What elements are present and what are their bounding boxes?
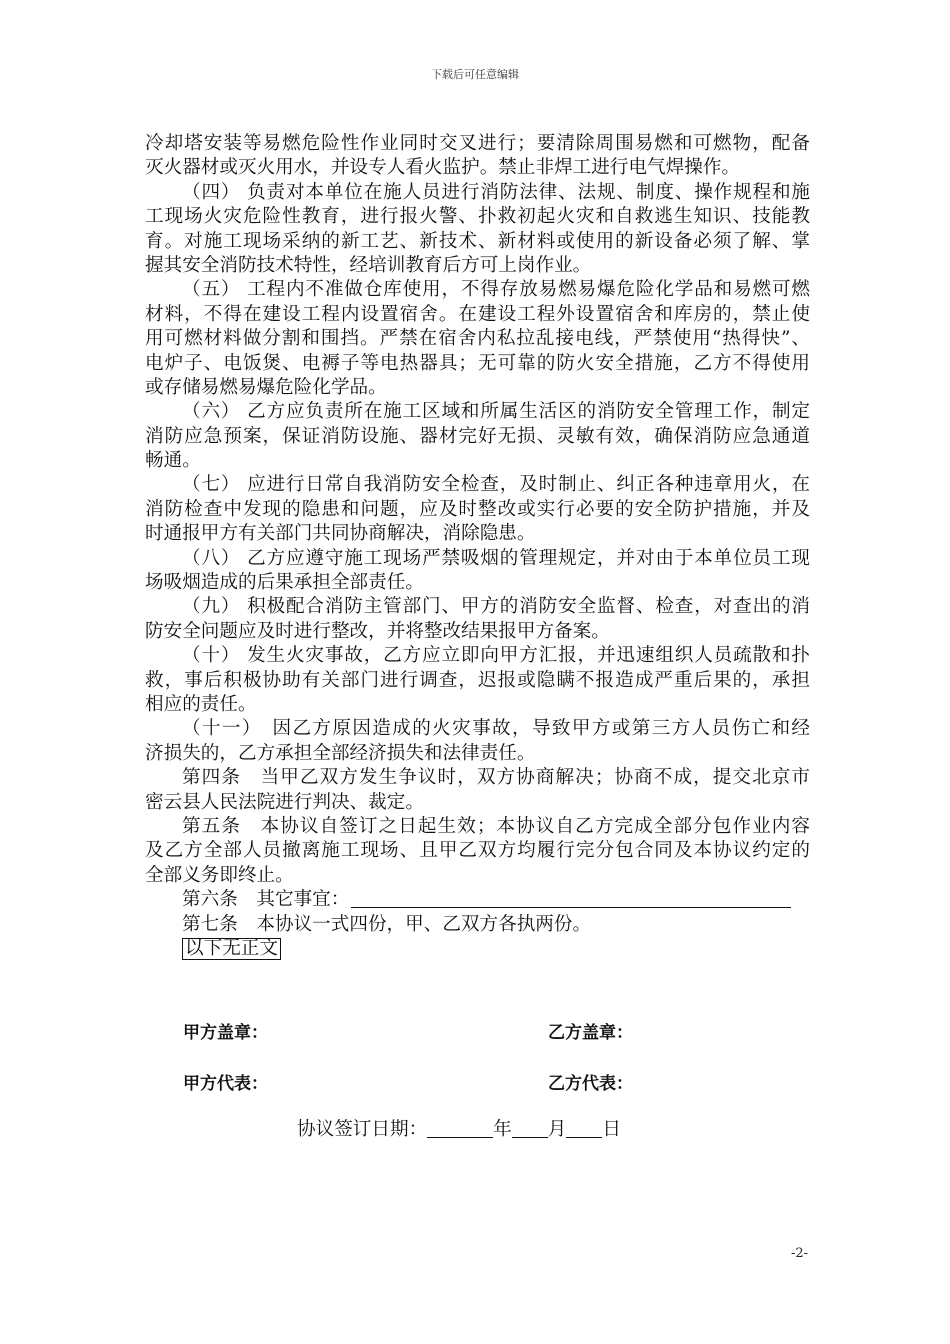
signing-date-label: 协议签订日期： [297, 1119, 428, 1140]
text-line: 材料，不得在建设工程内设置宿舍。在建设工程外设置宿舍和库房的，禁止使 [145, 303, 810, 325]
end-of-text-box: 以下无正文 [182, 938, 281, 960]
text-line: 育。对施工现场采纳的新工艺、新技术、新材料或使用的新设备必须了解、掌 [145, 230, 810, 252]
text-line: （四） 负责对本单位在施人员进行消防法律、法规、制度、操作规程和施 [182, 181, 810, 203]
text-line: 工现场火灾危险性教育，进行报火警、扑救初起火灾和自救逃生知识、技能教 [145, 206, 810, 228]
text-line: 济损失的，乙方承担全部经济损失和法律责任。 [145, 742, 536, 764]
text-line: （六） 乙方应负责所在施工区域和所属生活区的消防安全管理工作，制定 [182, 401, 810, 423]
text-line: 第四条 当甲乙双方发生争议时，双方协商解决；协商不成，提交北京市 [182, 767, 810, 789]
text-line: 消防检查中发现的隐患和问题，应及时整改或实行必要的安全防护措施，并及 [145, 498, 810, 520]
text-line: 及乙方全部人员撤离施工现场、且甲乙双方均履行完分包合同及本协议约定的 [145, 840, 810, 862]
text-line: 握其安全消防技术特性，经培训教育后方可上岗作业。 [145, 254, 592, 276]
text-line: （七） 应进行日常自我消防安全检查，及时制止、纠正各种违章用火，在 [182, 474, 810, 496]
text-line: 全部义务即终止。 [145, 864, 294, 886]
other-matters-blank[interactable] [351, 889, 791, 908]
text-line: 用可燃材料做分割和围挡。严禁在宿舍内私拉乱接电线，严禁使用“热得快”、 [145, 328, 810, 350]
text-line: 畅通。 [145, 450, 201, 472]
day-label: 日 [602, 1119, 621, 1140]
article-6-label: 第六条 其它事宜： [182, 889, 350, 911]
text-line: （十一） 因乙方原因造成的火灾事故，导致甲方或第三方人员伤亡和经 [182, 718, 810, 740]
month-label: 月 [547, 1119, 567, 1140]
text-line: 灭火器材或灭火用水，并设专人看火监护。禁止非焊工进行电气焊操作。 [145, 157, 741, 179]
text-line: 或存储易燃易爆危险化学品。 [145, 376, 387, 398]
month-blank[interactable] [512, 1119, 548, 1138]
end-of-text-line [145, 937, 810, 961]
day-blank[interactable] [566, 1119, 602, 1138]
document-body [145, 132, 810, 961]
text-line: 时通报甲方有关部门共同协商解决，消除隐患。 [145, 523, 536, 545]
party-b-seal-label: 乙方盖章： [548, 1023, 633, 1043]
signing-date-row [297, 1115, 621, 1141]
text-line: （五） 工程内不准做仓库使用，不得存放易燃易爆危险化学品和易燃可燃 [182, 279, 810, 301]
text-line: 第五条 本协议自签订之日起生效；本协议自乙方完成全部分包作业内容 [182, 815, 810, 837]
text-line: 密云县人民法院进行判决、裁定。 [145, 791, 424, 813]
text-line: （九） 积极配合消防主管部门、甲方的消防安全监督、检查，对查出的消 [182, 596, 810, 618]
text-line: 消防应急预案，保证消防设施、器材完好无损、灵敏有效，确保消防应急通道 [145, 425, 810, 447]
text-line: 相应的责任。 [145, 693, 257, 715]
party-b-rep-label: 乙方代表： [548, 1074, 633, 1094]
page-header-note: 下载后可任意编辑 [431, 68, 519, 81]
article-6-line [145, 888, 810, 912]
text-line: （十） 发生火灾事故，乙方应立即向甲方汇报，并迅速组织人员疏散和扑 [182, 645, 810, 667]
party-a-seal-label: 甲方盖章： [183, 1023, 268, 1043]
year-blank[interactable] [427, 1119, 493, 1138]
year-label: 年 [493, 1119, 512, 1140]
text-line: 防安全问题应及时进行整改，并将整改结果报甲方备案。 [145, 620, 610, 642]
party-a-rep-label: 甲方代表： [183, 1074, 268, 1094]
text-line: 电炉子、电饭煲、电褥子等电热器具；无可靠的防火安全措施，乙方不得使用 [145, 352, 810, 374]
text-line: （八） 乙方应遵守施工现场严禁吸烟的管理规定，并对由于本单位员工现 [182, 547, 810, 569]
text-line: 第七条 本协议一式四份，甲、乙双方各执两份。 [182, 913, 592, 935]
text-line: 冷却塔安装等易燃危险性作业同时交叉进行；要清除周围易燃和可燃物，配备 [145, 133, 810, 154]
text-line: 场吸烟造成的后果承担全部责任。 [145, 572, 424, 594]
page-number: -2- [790, 1246, 808, 1261]
text-line: 救，事后积极协助有关部门进行调查，迟报或隐瞒不报造成严重后果的，承担 [145, 669, 810, 691]
